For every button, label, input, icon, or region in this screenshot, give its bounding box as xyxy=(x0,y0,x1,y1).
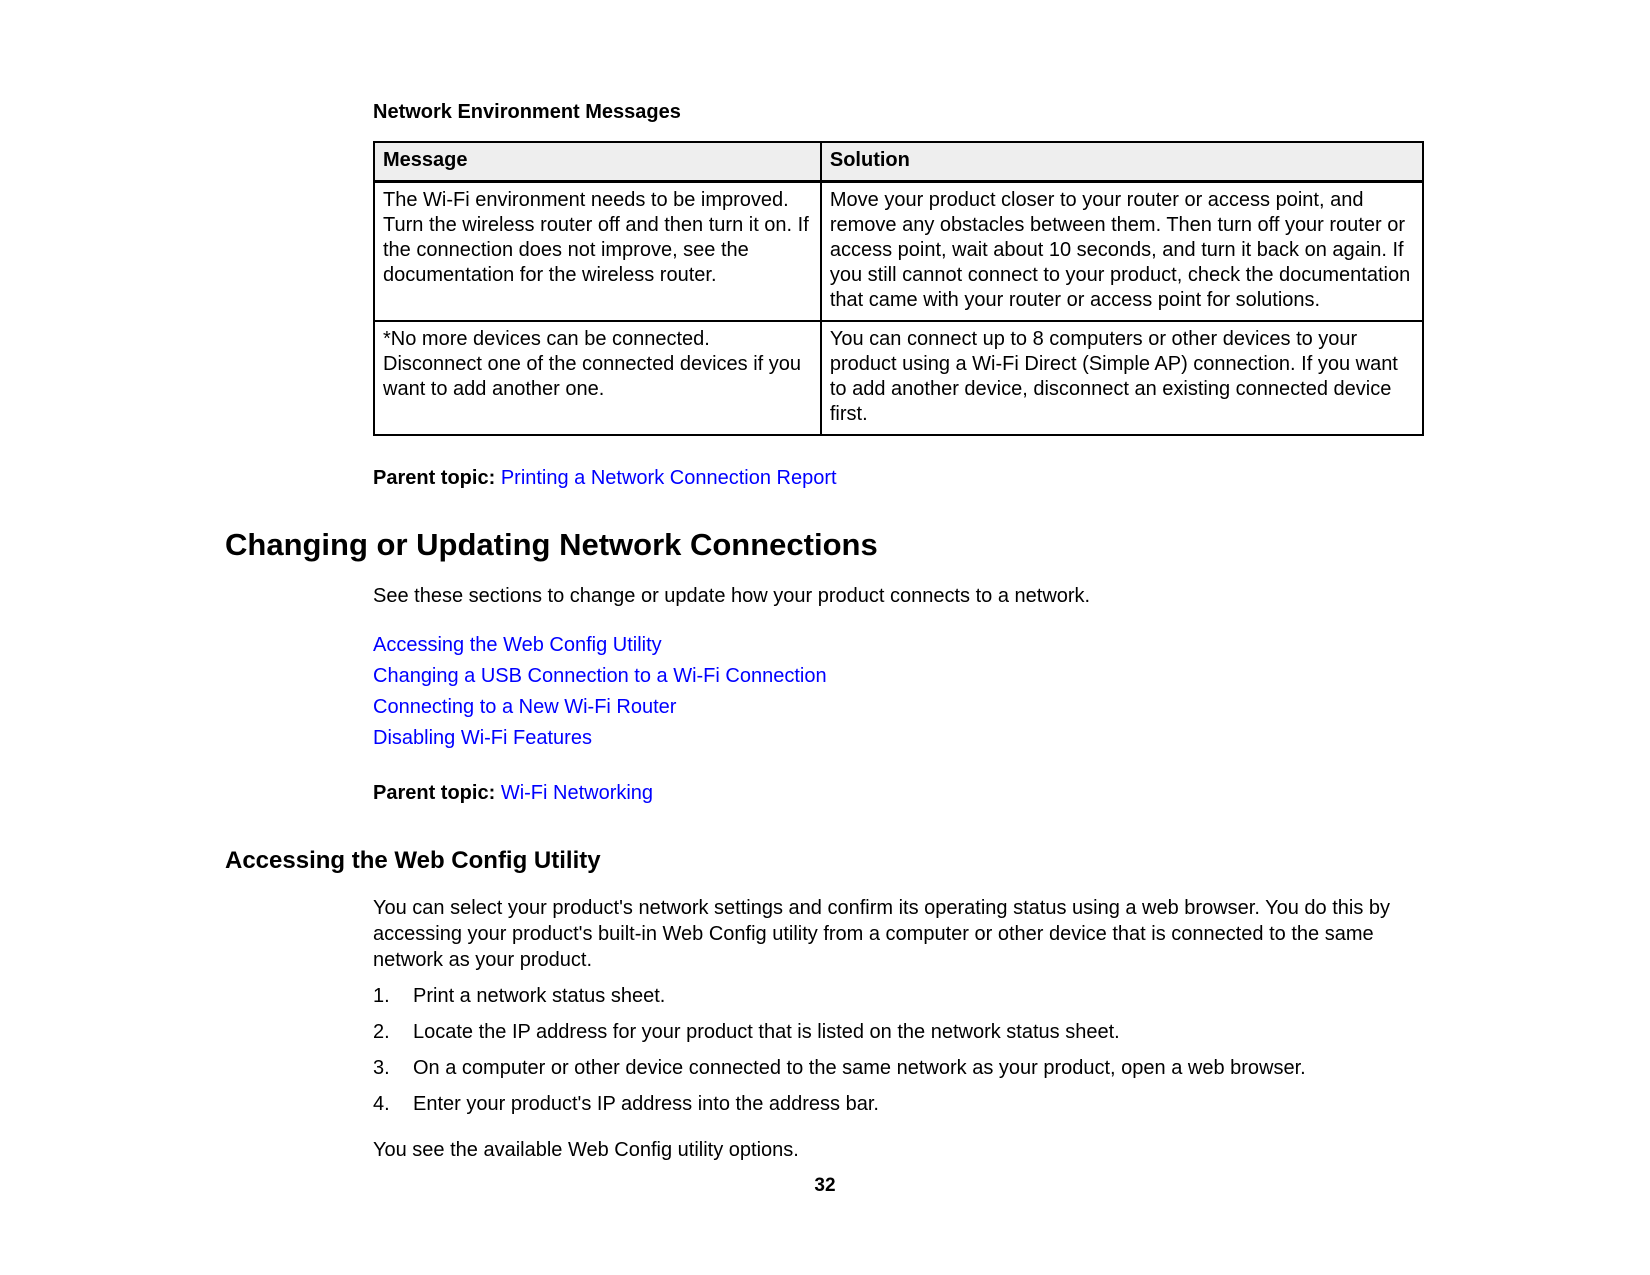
table-header-solution: Solution xyxy=(821,142,1423,182)
section-outro: You see the available Web Config utility options. xyxy=(373,1139,799,1161)
numbered-steps-list xyxy=(373,983,1424,1117)
section-title-changing-network-connections: Changing or Updating Network Connections xyxy=(225,527,878,562)
link-connecting-new-wifi-router[interactable]: Connecting to a New Wi-Fi Router xyxy=(373,696,677,718)
table-caption: Network Environment Messages xyxy=(373,101,681,123)
parent-topic-line xyxy=(373,466,1650,491)
parent-topic-line xyxy=(373,781,1650,806)
page-number: 32 xyxy=(814,1175,836,1196)
link-accessing-web-config-utility[interactable]: Accessing the Web Config Utility xyxy=(373,634,662,656)
related-links-list xyxy=(373,633,1650,751)
table-cell-solution: Move your product closer to your router or access point, and remove any obstacles between them. Then turn off your router or access point, wait about 10 seconds, and turn it back on again. If you still cannot connect to your product, check the documentation that came with your router or access point for solutions. xyxy=(821,182,1423,322)
list-item xyxy=(373,695,1650,720)
step-item: On a computer or other device connected to the same network as your product, open a web browser. xyxy=(413,1057,1306,1079)
table-header-row xyxy=(374,142,1423,182)
section-title-accessing-web-config: Accessing the Web Config Utility xyxy=(225,847,601,874)
network-messages-table xyxy=(373,141,1424,436)
table-row xyxy=(374,182,1423,322)
link-changing-usb-to-wifi-connection[interactable]: Changing a USB Connection to a Wi-Fi Connection xyxy=(373,665,827,687)
table-cell-message: *No more devices can be connected. Disconnect one of the connected devices if you want to add another one. xyxy=(374,321,821,435)
parent-topic-label: Parent topic: xyxy=(373,782,496,804)
table-cell-solution: You can connect up to 8 computers or other devices to your product using a Wi-Fi Direct (Simple AP) connection. If you want to add another device, disconnect an existing connected device first. xyxy=(821,321,1423,435)
list-item xyxy=(373,664,1650,689)
table-row xyxy=(374,321,1423,435)
step-item: Locate the IP address for your product that is listed on the network status sheet. xyxy=(413,1021,1120,1043)
link-disabling-wifi-features[interactable]: Disabling Wi-Fi Features xyxy=(373,727,592,749)
table-cell-message: The Wi-Fi environment needs to be improved. Turn the wireless router off and then turn it on. If the connection does not improve, see the documentation for the wireless router. xyxy=(374,182,821,322)
table-header-message: Message xyxy=(374,142,821,182)
list-item xyxy=(373,726,1650,751)
section-intro: See these sections to change or update how your product connects to a network. xyxy=(373,585,1091,607)
step-item: Print a network status sheet. xyxy=(413,985,666,1007)
link-printing-network-connection-report[interactable]: Printing a Network Connection Report xyxy=(500,467,837,489)
link-wifi-networking[interactable]: Wi-Fi Networking xyxy=(500,782,654,804)
section-intro: You can select your product's network settings and confirm its operating status using a web browser. You do this by accessing your product's built-in Web Config utility from a computer or other device that is connected to the same network as your product. xyxy=(373,897,1390,971)
list-item xyxy=(373,633,1650,658)
step-item: Enter your product's IP address into the address bar. xyxy=(413,1093,879,1115)
parent-topic-label: Parent topic: xyxy=(373,467,496,489)
